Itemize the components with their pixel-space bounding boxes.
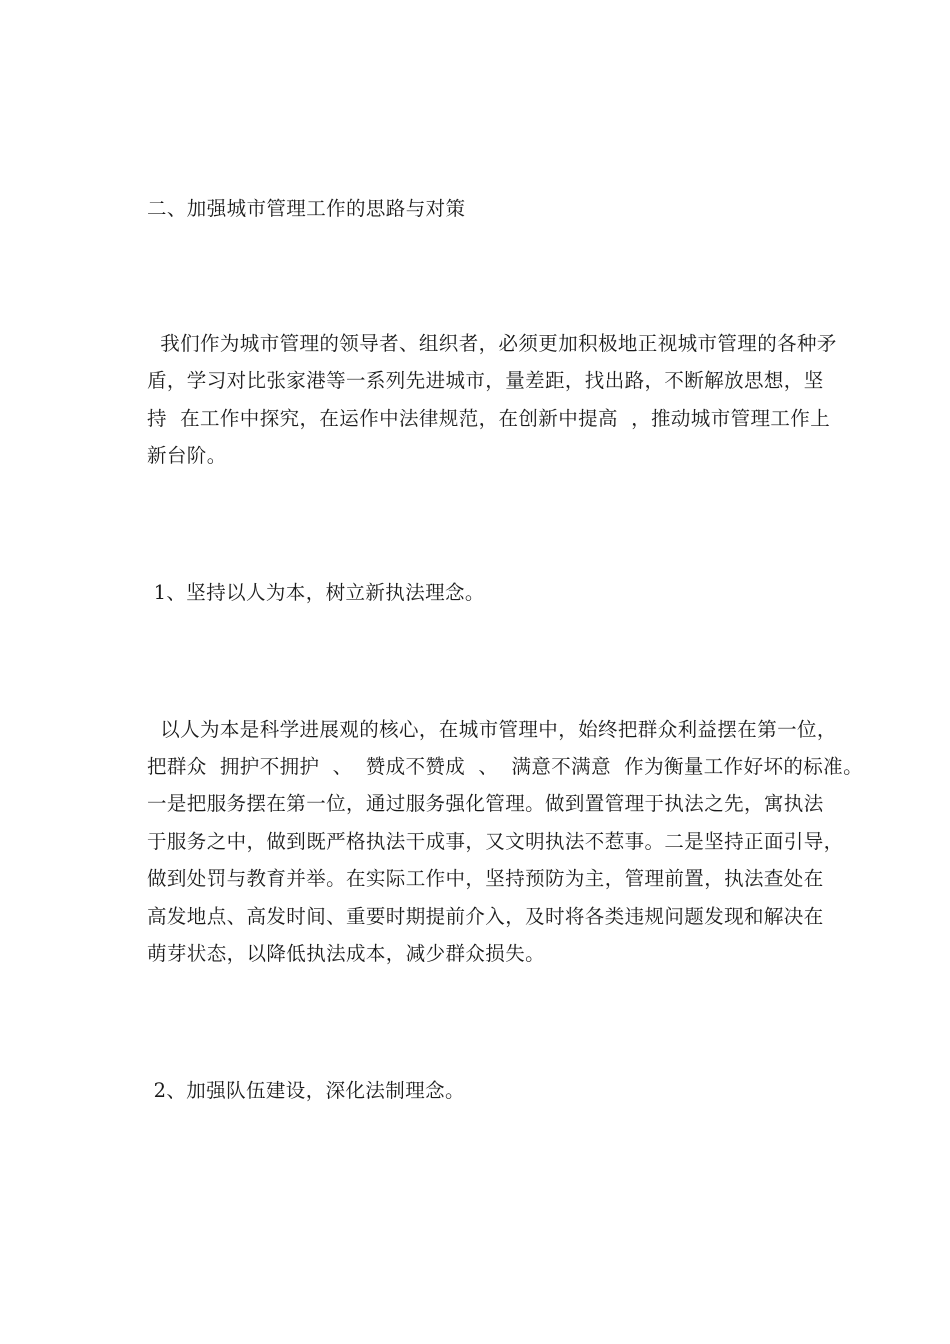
- paragraph-line: 萌芽状态，以降低执法成本，减少群众损失。: [147, 942, 546, 965]
- section-heading: 二、加强城市管理工作的思路与对策: [147, 197, 466, 220]
- paragraph-line: 做到处罚与教育并举。在实际工作中，坚持预防为主，管理前置，执法查处在: [147, 867, 824, 890]
- paragraph-line: 于服务之中，做到既严格执法干成事，又文明执法不惹事。二是坚持正面引导，: [147, 830, 844, 853]
- item-2-heading: 2、加强队伍建设，深化法制理念。: [147, 1079, 465, 1102]
- paragraph-line: 以人为本是科学进展观的核心，在城市管理中，始终把群众利益摆在第一位，: [147, 718, 837, 741]
- paragraph-line: 持 在工作中探究，在运作中法律规范，在创新中提高 ，推动城市管理工作上: [147, 407, 831, 430]
- paragraph-line: 一是把服务摆在第一位，通过服务强化管理。做到置管理于执法之先，寓执法: [147, 792, 824, 815]
- paragraph-line: 高发地点、高发时间、重要时期提前介入，及时将各类违规问题发现和解决在: [147, 905, 824, 928]
- paragraph-line: 我们作为城市管理的领导者、组织者，必须更加积极地正视城市管理的各种矛: [147, 332, 837, 355]
- item-1-heading: 1、坚持以人为本，树立新执法理念。: [147, 581, 485, 604]
- paragraph-line: 新台阶。: [147, 444, 227, 467]
- paragraph-line: 盾，学习对比张家港等一系列先进城市，量差距，找出路，不断解放思想，坚: [147, 369, 824, 392]
- paragraph-line: 把群众 拥护不拥护 、 赞成不赞成 、 满意不满意 作为衡量工作好坏的标准。: [147, 755, 863, 778]
